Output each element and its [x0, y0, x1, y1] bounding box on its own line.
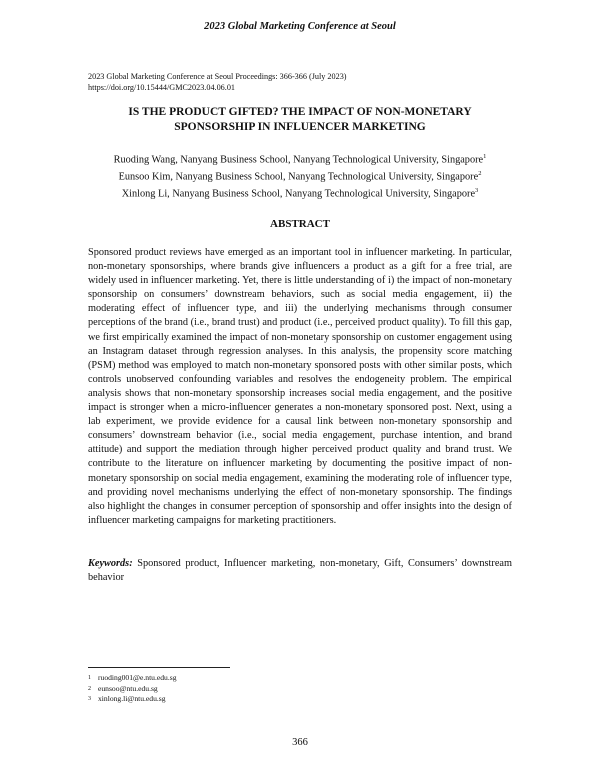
- keywords-list: Sponsored product, Influencer marketing, non-monetary, Gift, Consumers’ downstream behavior: [88, 558, 512, 584]
- footnote-marker: 2: [478, 170, 482, 178]
- title-line-1: IS THE PRODUCT GIFTED? THE IMPACT OF NON-MONETARY: [128, 106, 472, 118]
- keywords-label: Keywords:: [88, 558, 133, 569]
- footnote-email[interactable]: xinlong.li@ntu.edu.sg: [98, 694, 166, 704]
- author-2: [80, 167, 520, 184]
- footnote-1: [88, 673, 177, 684]
- author-1: [80, 150, 520, 167]
- paper-title: [60, 105, 540, 135]
- page-number: 366: [292, 737, 308, 748]
- author-3: [80, 184, 520, 201]
- footnote-email[interactable]: ruoding001@e.ntu.edu.sg: [98, 673, 177, 682]
- author-affiliation: Xinlong Li, Nanyang Business School, Nanyang Technological University, Singapore: [121, 188, 476, 200]
- doi-link[interactable]: https://doi.org/10.15444/GMC2023.04.06.01: [88, 83, 236, 92]
- author-list: [80, 150, 520, 201]
- author-affiliation: Ruoding Wang, Nanyang Business School, Nanyang Technological University, Singapore: [113, 154, 484, 166]
- keywords: [88, 557, 512, 585]
- footnote-divider: [88, 667, 230, 668]
- author-affiliation: Eunsoo Kim, Nanyang Business School, Nanyang Technological University, Singapore: [118, 171, 479, 183]
- proceedings-info: [88, 71, 347, 93]
- title-line-2: SPONSORSHIP IN INFLUENCER MARKETING: [174, 121, 426, 133]
- abstract-body: Sponsored product reviews have emerged as an important tool in influencer marketing. In particular, non-monetary sponsorships, where brands give influencers a product as a gift for a free trial, are widely used in influencer marketing. Yet, there is little understanding of i) the impact of non-monetary sponsorship on consumers’ downstream behaviors, such as social media engagement, ii) the moderating effect of influencer type, and iii) the underlying mechanisms through consumer perceptions of the brand (i.e., brand trust) and product (i.e., perceived product quality). To fill this gap, we first empirically examined the impact of non-monetary sponsorship on customer engagement using an Instagram dataset through regression analyses. In this analysis, the propensity score matching (PSM) method was employed to match non-monetary sponsored posts with other similar posts, which controls unobserved confounding variables and resolves the endogeneity problem. The empirical analysis shows that non-monetary sponsorship increases social media engagement, and the positive impact is stronger when a micro-influencer generates a non-monetary sponsored post. Next, using a lab experiment, we provide evidence for a causal link between non-monetary sponsorship and consumers’ downstream behavior (i.e., social media engagement, purchase intention, and brand attitude) and support the mediation through higher perceived product quality and brand trust. We contribute to the literature on influencer marketing by documenting the positive impact of non-monetary sponsorship on social media engagement, examining the moderating role of influencer type, and providing novel mechanisms underlying the effect of non-monetary sponsorship. The findings also highlight the changes in consumer perception of sponsorship and offer insights into the design of influencer marketing campaigns for marketing practitioners.: [88, 247, 512, 526]
- footnote-number: 3: [88, 696, 91, 703]
- footnote-email[interactable]: eunsoo@ntu.edu.sg: [98, 683, 158, 693]
- footnote-number: 1: [88, 675, 91, 681]
- footnotes: [88, 673, 177, 705]
- footnote-marker: 3: [475, 187, 479, 195]
- abstract-heading: ABSTRACT: [270, 218, 330, 230]
- footnote-number: 2: [88, 685, 91, 692]
- footnote-3: [88, 694, 177, 705]
- running-header: 2023 Global Marketing Conference at Seoul: [204, 21, 396, 32]
- proceedings-citation: 2023 Global Marketing Conference at Seoul Proceedings: 366-366 (July 2023): [88, 72, 347, 81]
- footnote-marker: 1: [483, 153, 487, 160]
- footnote-2: [88, 684, 177, 695]
